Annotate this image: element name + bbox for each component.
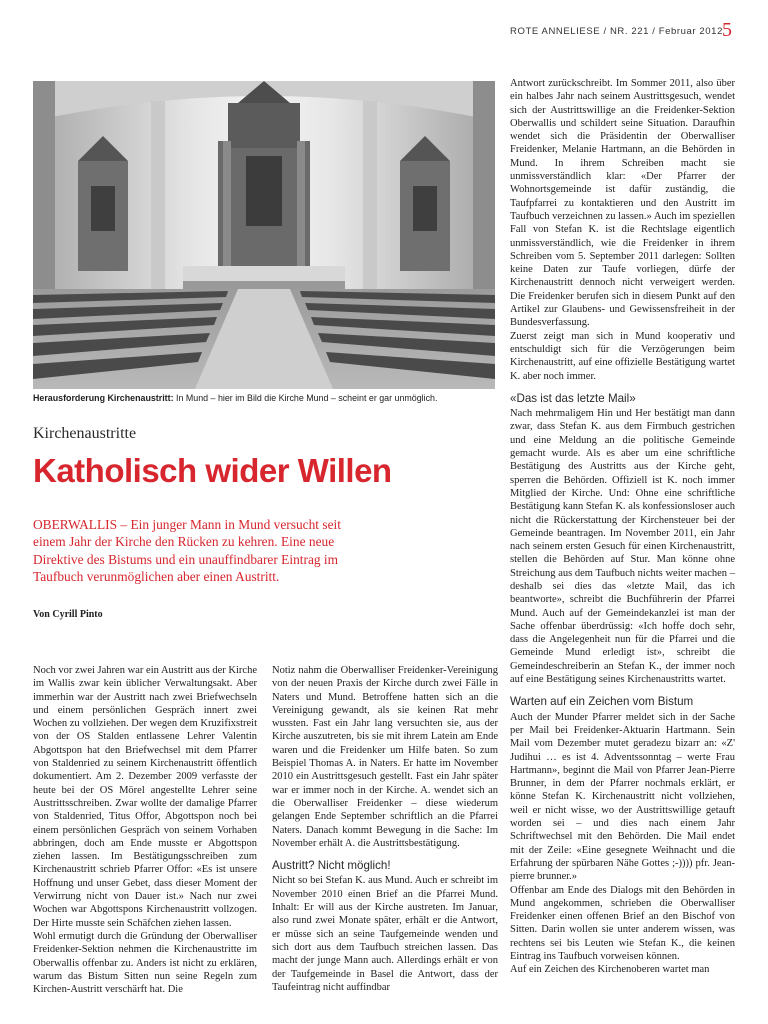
body-column-2 [272,664,498,994]
paragraph: Noch vor zwei Jahren war ein Austritt aus der Kirche im Wallis zwar kein üblicher Verwaltungsakt. Aber immerhin war der Austritt nach zwei Briefwechseln und einem persönlichen Gespräch innert zwei Wochen zu vollziehen. Der wegen dem Kruzifixstreit von der OS Stalden entlassene Lehrer Valentin Abgottspon hat den Briefwechsel mit dem Pfarrer von Staldenried zu seinem Kirchenaustritt öffentlich dokumentiert. Am 2. Dezember 2009 verfasste der heute bei der OS Mörel angestellte Lehrer seine Austrittsschreiben. Zwar wollte der damalige Pfarrer von Staldenried, Titus Offor, Abgottspon noch bei einem persönlichen Gespräch von seinem Vorhaben abbringen, doch am Ende musste er Abgottspon ziehen lassen. Im Bestätigungsschreiben zum Kirchenaustritt schrieb Pfarrer Offor: «Es ist unsere Hoffnung und unser Gebet, dass dieser Moment der Verwirrung nicht von Dauer ist.» Nach nur zwei Wochen war Abgottspons Kirchenaustritt vollzogen. Der Hirte musste sein Schäfchen ziehen lassen. [33,665,257,929]
running-head: ROTE ANNELIESE / NR. 221 / Februar 2012 [510,26,723,37]
paragraph: Auf ein Zeichen des Kirchenoberen wartet man [510,964,710,976]
paragraph: Offenbar am Ende des Dialogs mit den Behörden in Mund angekommen, schrieben die Oberwalliser Freidenker einen offenen Brief an den Bischof von Sitten. Darin wollen sie unter anderem wissen, was rechtens sei bis Leuten wie Stefan K., die keinen Eintrag ins Taufbuch vorweisen können. [510,884,735,962]
article-byline: Von Cyrill Pinto [33,609,103,620]
subheading: Warten auf ein Zeichen vom Bistum [510,695,694,709]
article-headline: Katholisch wider Willen [33,452,392,489]
church-interior-photo [33,81,495,389]
caption-text: In Mund – hier im Bild die Kirche Mund – scheint er gar unmöglich. [173,393,438,403]
paragraph: Notiz nahm die Oberwalliser Freidenker-Vereinigung von der neuen Praxis der Kirche durch zwei Fälle in Naters und Mund. Betroffene hatten sich an die Vereinigung gewandt, als sie keinen Rat mehr wussten. Fast ein Jahr lang versuchten sie, aus der Kirche auszutreten, bis sie mit ihrem Latein am Ende waren und die Freidenker um Hilfe baten. So zum Beispiel Thomas A. in Naters. Er hatte im November 2010 ein Austrittsgesuch gestellt. Fast ein Jahr später war er immer noch in der Kirche. A. wendet sich an die Oberwalliser Freidenker – diese wiederum gelangen Ende September schriftlich an die Pfarrei Naters. Danach kommt Bewegung in die Sache: Im November erhält A. die Austrittsbestätigung. [272,665,498,849]
article-kicker: Kirchenaustritte [33,425,137,442]
subheading: «Das ist das letzte Mail» [510,391,636,405]
paragraph: Zuerst zeigt man sich in Mund kooperativ und entschuldigt sich für die Verzögerungen beim Kirchenaustritt, auf eine offizielle Bestätigung wartet K. aber noch immer. [510,330,735,382]
paragraph: Nach mehrmaligem Hin und Her bestätigt man dann zwar, dass Stefan K. aus dem Firmbuch gestrichen und eine Meldung an die politische Gemeinde gemacht wurde. Als es aber um eine schriftliche Bestätigung des Austritts aus der Kirche geht, sperren die Behörden. Offiziell ist K. noch immer Mitglied der Kirche. Und: Ohne eine schriftliche Bestätigung kann Stefan K. als konfessionsloser auch nicht die Rückerstattung der Kirchensteuer bei der Gemeinde beantragen. Im November 2011, ein Jahr nach seinem ersten Gesuch für einen Kirchenaustritt, stellen die Behörden auf Stur. Man könne ohne Streichung aus dem Taufbuch nichts weiter machen – deshalb sei dies das «letzte Mail, das ich beantworte», schreibt die Buchführerin der Pfarrei Mund. Auch auf der Gemeindekanzlei ist man der Sache offenbar überdrüssig: «Ich hoffe doch sehr, dass die Angelegenheit nun für die Pfarrei und die Gemeinde Mund erledigt ist», schreibt die Gemeindeschreiberin an Stefan K., der immer noch auf eine Bestätigung seines Kirchenaustritts wartet. [510,408,735,686]
article-lead: OBERWALLIS – Ein junger Mann in Mund versucht seit einem Jahr der Kirche den Rücken zu kehren. Eine neue Direktive des Bistums und ein unauffindbarer Eintrag im Taufbuch verunmöglichen aber einen Austritt. [33,517,341,585]
page-number: 5 [722,19,732,41]
caption-bold: Herausforderung Kirchenaustritt: [33,393,174,403]
body-column-1 [33,664,257,996]
paragraph: Auch der Munder Pfarrer meldet sich in der Sache per Mail bei Freidenker-Aktuarin Hartmann. Sein Mail vom Dezember mutet geradezu bizarr an: «Z' Judihui … es ist 4. Adventssonntag – werte Frau Hartmann», beginnt die Mail von Pfarrer Jean-Pierre Brunner, in dem der Pfarrer nochmals erklärt, er könne Stefan K. Kirchenaustritt nicht vollziehen, weil er nicht wisse, wo der Austrittswillige getauft worden sei – und dies nach einem Jahr Schriftwechsel mit den Behörden. Die Mail endet mit der Zeile: «Eine gesegnete Weihnacht und die Erfahrung der spürbaren Nähe Gottes ;-)))) pfr. Jean-pierre brunner.» [510,711,735,883]
paragraph: Nicht so bei Stefan K. aus Mund. Auch er schreibt im November 2010 einen Brief an die Pfarrei Mund. Inhalt: Er will aus der Kirche austreten. Im Januar, also rund zwei Monate später, erhält er die Antwort, er müsse sich an seine Taufgemeinde wenden und sich dort aus dem Taufbuch streichen lassen. Das macht der junge Mann auch. Allerdings erhält er von der Taufgemeinde in Basel die Antwort, dass der Taufeintrag nicht auffindbar [272,875,498,993]
paragraph: Wohl ermutigt durch die Gründung der Oberwalliser Freidenker-Sektion nehmen die Kirchenaustritte im Oberwallis offenbar zu. Anders ist nicht zu erklären, warum das Bistum Sitten nun seine Regeln zum Kirchen-Austritt verschärft hat. Die [33,930,257,996]
photo-caption [33,393,503,403]
paragraph: Antwort zurückschreibt. Im Sommer 2011, also über ein halbes Jahr nach seinem Austrittsgesuch, wendet sich der Austrittswillige an die Freidenker-Sektion Oberwallis und schildert seine Situation. Daraufhin wendet sich die Präsidentin der Oberwalliser Freidenker, Melanie Hartmann, an die Behörden in Mund. In ihrem Schreiben macht sie unmissverständlich klar: «Der Pfarrer der Wohnortsgemeinde ist dafür zuständig, die Taufpfarrei zu kontaktieren und den Austritt im Taufbuch verzeichnen zu lassen.» Auch im speziellen Fall von Stefan K. ist die Rechtslage eigentlich unmissverständlich, wie die Freidenker in ihrem Schreiben vom 5. September 2011 darlegen: Sollten keine Daten zur Taufe vorliegen, dürfe der Kirchenaustritt dennoch nicht verweigert werden. Die Freidenker berufen sich in diesem Punkt auf den Artikel zur Glaubens- und Gewissensfreiheit in der Bundesverfassung. [510,78,735,329]
subheading: Austritt? Nicht möglich! [272,859,391,873]
body-column-3 [510,77,735,977]
